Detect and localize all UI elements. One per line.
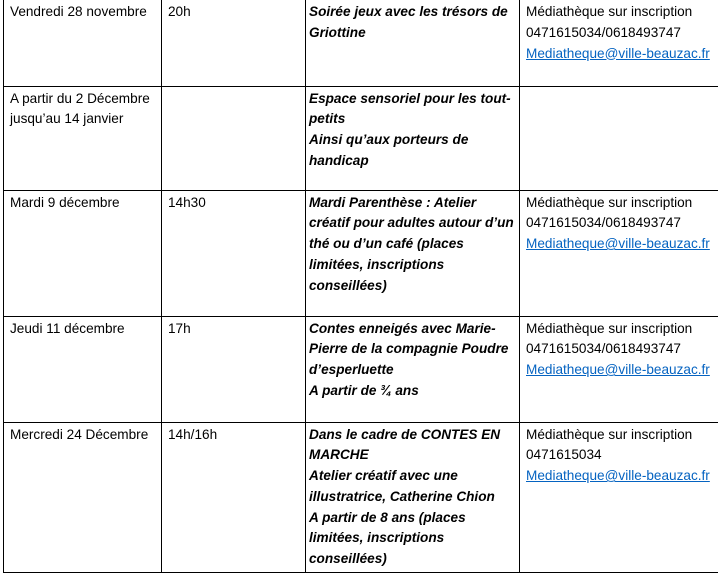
description-line: Dans le cadre de CONTES EN MARCHE	[309, 425, 519, 467]
event-contact	[520, 422, 718, 572]
table-row	[4, 0, 718, 86]
event-date: Vendredi 28 novembre	[4, 0, 162, 86]
description-line: A partir de ¾ ans	[309, 381, 519, 402]
contact-email-link[interactable]: Mediatheque@ville-beauzac.fr	[526, 466, 718, 487]
contact-place: Médiathèque sur inscription	[526, 425, 718, 446]
description-line: Atelier créatif avec une illustratrice, Catherine Chion	[309, 466, 519, 508]
event-date: A partir du 2 Décembre jusqu’au 14 janvier	[4, 86, 162, 190]
contact-email-link[interactable]: Mediatheque@ville-beauzac.fr	[526, 44, 718, 65]
contact-email-link[interactable]: Mediatheque@ville-beauzac.fr	[526, 360, 718, 381]
event-description	[306, 86, 520, 190]
description-line: Espace sensoriel pour les tout-petits	[309, 89, 519, 131]
contact-phone: 0471615034/0618493747	[526, 23, 718, 44]
description-line: A partir de 8 ans (places limitées, inscriptions conseillées)	[309, 508, 519, 570]
event-contact	[520, 316, 718, 422]
description-line: Ainsi qu’aux porteurs de handicap	[309, 130, 519, 172]
description-line: Contes enneigés avec Marie-Pierre de la compagnie Poudre d’esperluette	[309, 319, 519, 381]
contact-email-link[interactable]: Mediatheque@ville-beauzac.fr	[526, 234, 718, 255]
events-table	[3, 0, 718, 573]
contact-phone: 0471615034	[526, 445, 718, 466]
event-date: Jeudi 11 décembre	[4, 316, 162, 422]
event-date: Mercredi 24 Décembre	[4, 422, 162, 572]
table-row	[4, 422, 718, 572]
event-date: Mardi 9 décembre	[4, 190, 162, 316]
table-row	[4, 190, 718, 316]
event-description	[306, 0, 520, 86]
event-contact	[520, 86, 718, 190]
event-time: 20h	[162, 0, 306, 86]
contact-phone: 0471615034/0618493747	[526, 339, 718, 360]
table-row	[4, 316, 718, 422]
contact-phone: 0471615034/0618493747	[526, 213, 718, 234]
contact-place: Médiathèque sur inscription	[526, 2, 718, 23]
contact-place: Médiathèque sur inscription	[526, 193, 718, 214]
event-description	[306, 316, 520, 422]
event-time: 17h	[162, 316, 306, 422]
description-line: Soirée jeux avec les trésors de Griottine	[309, 2, 519, 44]
description-line: Mardi Parenthèse : Atelier créatif pour adultes autour d’un thé ou d’un café (places limitées, inscriptions conseillées)	[309, 193, 519, 297]
event-description	[306, 190, 520, 316]
event-description	[306, 422, 520, 572]
event-contact	[520, 0, 718, 86]
table-row	[4, 86, 718, 190]
event-contact	[520, 190, 718, 316]
event-time: 14h/16h	[162, 422, 306, 572]
event-time	[162, 86, 306, 190]
contact-place: Médiathèque sur inscription	[526, 319, 718, 340]
event-time: 14h30	[162, 190, 306, 316]
